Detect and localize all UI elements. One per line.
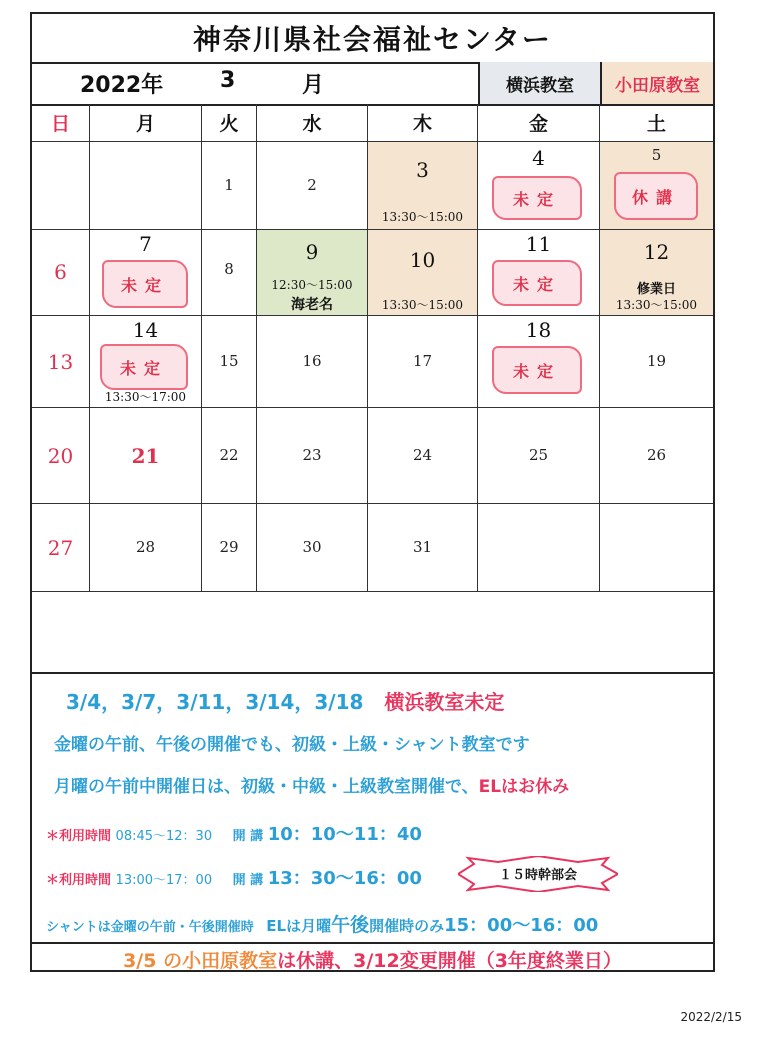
undecided-stamp: 未定 [492,176,582,220]
day-cell [32,408,90,504]
day-number: 3 [416,158,429,182]
weekday-sun: 日 [32,104,90,142]
usage-time: 13:00～17：00 [115,873,213,888]
day-cell [257,316,368,408]
meeting-badge-label: １５時幹部会 [498,868,577,883]
day-cell [257,504,368,592]
day-cell [90,504,202,592]
day-number: 4 [532,146,545,170]
undecided-stamp: 未定 [100,344,188,390]
day-cell [202,316,257,408]
day-number: 5 [651,146,662,164]
notes-line-1 [66,686,504,715]
el-only-note: 開催時のみ [369,917,445,935]
el-monday-note: ELは月曜 [266,917,332,935]
day-cell [368,142,478,230]
event-place: 海老名 [291,297,333,313]
day-cell [257,230,368,316]
day-cell [32,504,90,592]
weekday-thu: 木 [368,104,478,142]
day-number: 8 [224,260,234,278]
day-number: 27 [47,536,74,560]
day-cell-empty [90,142,202,230]
day-number: 31 [412,538,433,556]
day-cell [600,316,713,408]
yokohama-class-label: 横浜教室 [478,62,600,104]
calendar-sheet [30,12,715,972]
day-cell [478,142,600,230]
day-number: 9 [305,240,319,264]
year-label: 2022年 [80,73,164,98]
day-number: 26 [646,446,667,464]
weekday-sat: 土 [600,104,713,142]
day-number: 1 [224,176,234,194]
el-closed-note: ELはお休み [478,777,570,797]
day-number: 6 [54,260,67,284]
cancel-note: は休講、 [277,949,354,972]
day-number: 14 [132,318,159,342]
odawara-date-note: 3/5 の小田原教室 [123,949,278,972]
footer-note [32,942,713,974]
undecided-stamp: 未定 [102,260,188,308]
month-number: 3 [220,68,236,93]
day-cell [600,230,713,316]
day-number: 22 [219,446,239,464]
el-time: 15：00～16：00 [444,915,599,936]
weekday-mon: 月 [90,104,202,142]
day-cell [368,408,478,504]
day-cell [202,142,257,230]
day-number: 24 [412,446,433,464]
el-afternoon-note: 午後 [331,914,370,936]
notes-line-5 [46,864,422,890]
day-cell [32,230,90,316]
day-cell [600,142,713,230]
day-number: 19 [646,352,667,370]
day-cell-empty [478,504,600,592]
day-cell [202,230,257,316]
undecided-status: 横浜教室未定 [384,690,505,714]
day-number: 25 [528,446,549,464]
shunt-note: シャントは金曜の午前・午後開催時 [46,920,254,935]
day-cell [257,408,368,504]
meeting-badge [458,856,618,892]
day-number: 20 [47,444,74,468]
day-number: 28 [135,538,156,556]
event-time: 13:30～15:00 [381,210,464,224]
weekday-tue: 火 [202,104,257,142]
day-cell-empty [32,142,90,230]
usage-time-label: ＊利用時間 [46,829,112,844]
print-date: 2022/2/15 [680,1010,742,1024]
event-time: 13:30～15:00 [615,298,698,312]
weekday-fri: 金 [478,104,600,142]
undecided-stamp: 未定 [492,260,582,306]
notes-line-2: 金曜の午前、午後の開催でも、初級・上級・シャント教室です [54,735,530,755]
event-note: 修業日 [636,282,676,297]
usage-time-label: ＊利用時間 [46,873,112,888]
day-cell [90,408,202,504]
day-cell [368,504,478,592]
day-number: 7 [139,232,152,256]
session-time: 10：10～11：40 [267,824,422,845]
day-cell-empty [600,504,713,592]
cancel-stamp: 休講 [614,172,698,220]
day-number: 23 [302,446,322,464]
day-cell [90,230,202,316]
undecided-stamp: 未定 [492,346,582,394]
day-number: 18 [525,318,552,342]
day-number: 15 [219,352,239,370]
event-time: 13:30～15:00 [381,298,464,312]
event-time: 13:30～17:00 [104,390,187,404]
month-label: 月 [302,73,325,98]
day-cell [202,504,257,592]
day-number: 30 [302,538,322,556]
monday-morning-note: 月曜の午前中開催日は、初級・中級・上級教室開催で、 [54,777,479,797]
notes-line-3 [54,772,569,797]
page-title: 神奈川県社会福祉センター [32,14,713,64]
notes-line-4 [46,820,422,846]
day-number: 29 [219,538,239,556]
event-time: 12:30～15:00 [271,278,353,292]
day-number: 16 [302,352,322,370]
day-number: 21 [131,444,160,468]
undecided-dates: 3/4，3/7，3/11，3/14，3/18 [66,690,364,714]
day-cell [32,316,90,408]
day-cell [478,316,600,408]
weekday-wed: 水 [257,104,368,142]
day-cell [202,408,257,504]
day-cell [90,316,202,408]
day-cell [478,230,600,316]
notes-line-6 [46,910,598,937]
day-cell [600,408,713,504]
month-row [32,62,713,106]
day-number: 12 [643,240,670,264]
day-cell [478,408,600,504]
day-cell [368,316,478,408]
session-time: 13：30～16：00 [267,868,422,889]
notes-section [32,672,713,974]
session-label: 開 講 [232,829,264,844]
usage-time: 08:45～12：30 [115,829,213,844]
day-number: 17 [412,352,433,370]
day-number: 11 [525,232,552,256]
session-label: 開 講 [232,873,264,888]
day-number: 2 [307,176,317,194]
day-cell [257,142,368,230]
odawara-class-label: 小田原教室 [600,62,713,104]
day-number: 13 [47,350,74,374]
day-number: 10 [409,248,436,272]
reschedule-note: 3/12変更開催（3年度終業日） [353,949,622,972]
day-cell [368,230,478,316]
